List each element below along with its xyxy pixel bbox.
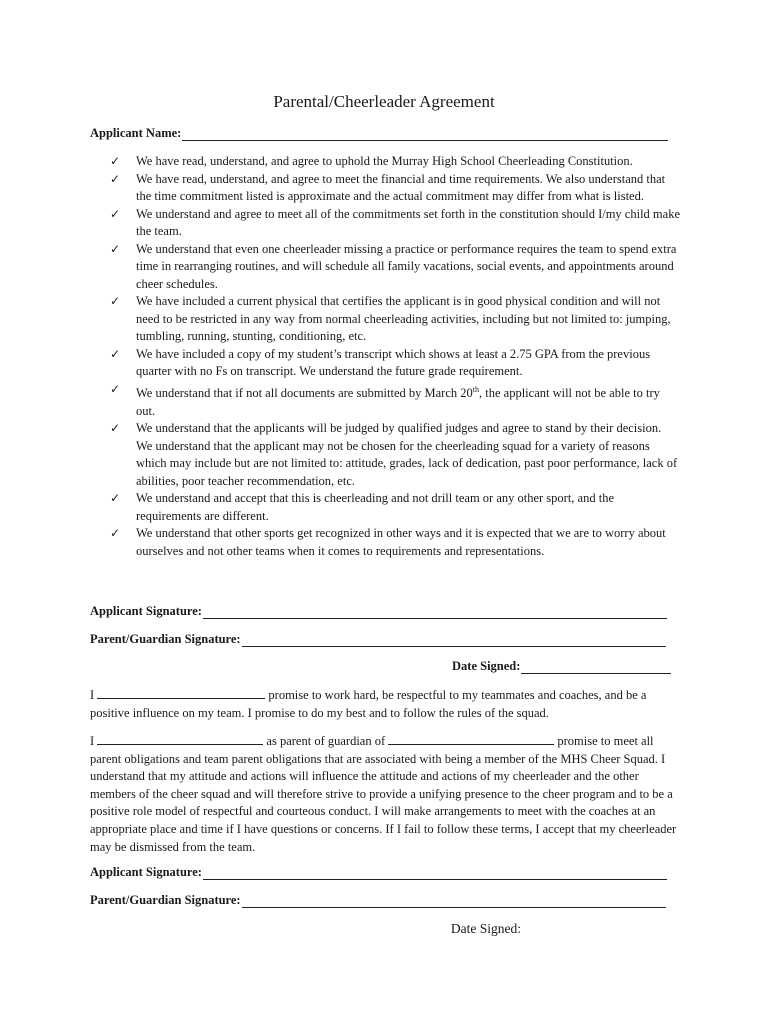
applicant-signature-line[interactable] <box>203 867 667 880</box>
agreement-checklist <box>110 153 680 560</box>
parent-name-blank[interactable] <box>97 732 263 745</box>
cheerleader-name-blank[interactable] <box>388 732 554 745</box>
checkmark-icon: ✓ <box>110 382 121 397</box>
list-item: ✓ We understand that even one cheerleader missing a practice or performance requires the team to spend extra time in rearranging routines, and will schedule all family vacations, social events, and appointments around cheer schedules. <box>110 241 677 291</box>
parent-signature-label: Parent/Guardian Signature: <box>90 632 241 646</box>
parent-signature-label: Parent/Guardian Signature: <box>90 893 241 907</box>
list-item: ✓ We understand that if not all documents are submitted by March 20th, the applicant will not be able to try out. <box>110 382 660 418</box>
applicant-signature-field-2 <box>90 865 667 880</box>
applicant-name-label: Applicant Name: <box>90 126 182 140</box>
checkmark-icon: ✓ <box>110 171 121 186</box>
student-name-blank[interactable] <box>97 686 265 699</box>
date-signed-field-1 <box>452 659 671 674</box>
checkmark-icon: ✓ <box>110 346 121 361</box>
date-signed-field-2 <box>451 921 678 937</box>
checkmark-icon: ✓ <box>110 421 121 436</box>
checkmark-icon: ✓ <box>110 526 121 541</box>
parent-signature-field-1 <box>90 632 666 647</box>
parent-signature-line[interactable] <box>242 634 666 647</box>
applicant-signature-label: Applicant Signature: <box>90 604 202 618</box>
checkmark-icon: ✓ <box>110 154 121 168</box>
checkmark-icon: ✓ <box>110 241 121 256</box>
date-signed-label: Date Signed: <box>450 921 521 936</box>
list-item: ✓ We understand and agree to meet all of the commitments set forth in the constitution should I/my child make the team. <box>110 206 681 239</box>
page-title: Parental/Cheerleader Agreement <box>273 92 495 111</box>
date-signed-line[interactable] <box>521 661 671 674</box>
list-item: ✓ We have included a copy of my student’s transcript which shows at least a 2.75 GPA from the previous quarter with no Fs on transcript. We understand the future grade requirement. <box>110 346 651 379</box>
list-item: ✓ We have read, understand, and agree to meet the financial and time requirements. We also understand that the time commitment listed is approximate and the actual commitment may differ from what is listed. <box>110 171 666 204</box>
applicant-signature-line[interactable] <box>203 606 667 619</box>
parent-signature-line[interactable] <box>242 895 666 908</box>
applicant-signature-field-1 <box>90 604 667 619</box>
list-item: ✓ We have included a current physical that certifies the applicant is in good physical condition and will not need to be restricted in any way from normal cheerleading activities, including but not limited to: jumping, tumbling, running, stunting, conditioning, etc. <box>110 294 671 344</box>
applicant-signature-label: Applicant Signature: <box>90 865 202 879</box>
applicant-name-line[interactable] <box>182 128 668 141</box>
applicant-name-field <box>90 126 668 141</box>
date-signed-label: Date Signed: <box>452 659 521 673</box>
list-item: ✓ We understand that other sports get recognized in other ways and it is expected that we are to worry about ourselves and not other teams when it comes to requirements and representations. <box>110 526 666 558</box>
list-item: ✓ We understand and accept that this is cheerleading and not drill team or any other sport, and the requirements are different. <box>110 491 615 523</box>
checkmark-icon: ✓ <box>110 294 121 309</box>
parent-promise-paragraph: I as parent of guardian of promise to meet all parent obligations and team parent obligations that are associated with being a member of the MHS Cheer Squad. I understand that my attitude and actions will influence the attitude and actions of my cheerleader and the other members of the cheer squad and will therefore strive to provide a unifying presence to the cheer program and to be a positive role model of respectful and courteous conduct. I will make arrangements to meet with the coaches at an appropriate place and time if I have questions or concerns. If I fail to follow these terms, I accept that my cheerleader may be dismissed from the team. <box>90 734 677 854</box>
list-item: ✓ We have read, understand, and agree to uphold the Murray High School Cheerleading Constitution. <box>110 153 680 170</box>
student-promise-paragraph: I promise to work hard, be respectful to my teammates and coaches, and be a positive influence on my team. I promise to do my best and to follow the rules of the squad. <box>90 688 647 720</box>
list-item: ✓ We understand that the applicants will be judged by qualified judges and agree to stand by their decision. We understand that the applicant may not be chosen for the cheerleading squad for a variety of reasons which may include but are not limited to: attitude, grades, lack of dedication, past poor performance, lack of abilities, poor teacher recommendation, etc. <box>110 421 678 488</box>
checkmark-icon: ✓ <box>110 491 121 506</box>
parent-signature-field-2 <box>90 893 666 908</box>
checkmark-icon: ✓ <box>110 206 121 221</box>
